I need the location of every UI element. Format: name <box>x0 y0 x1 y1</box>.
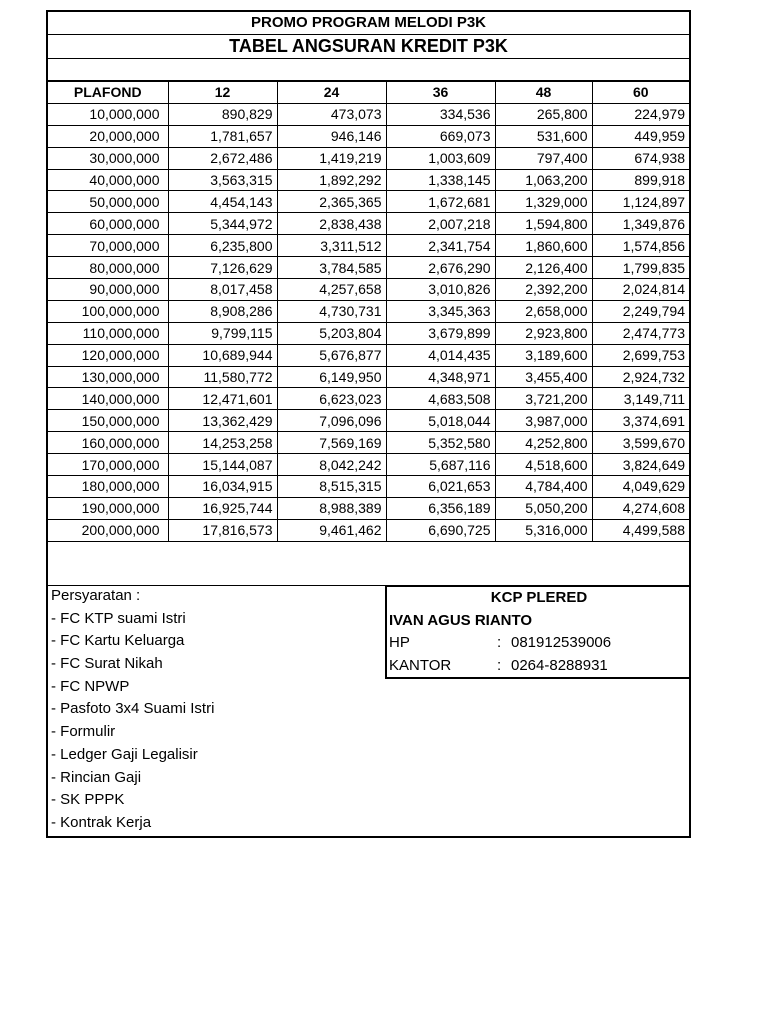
table-row <box>48 235 689 257</box>
plafond-cell: 10,000,000 <box>48 103 168 125</box>
installment-cell: 6,623,023 <box>277 388 386 410</box>
installment-cell: 4,518,600 <box>495 454 592 476</box>
requirement-item: - Rincian Gaji <box>51 768 142 786</box>
installment-cell: 4,499,588 <box>592 519 689 541</box>
installment-cell: 4,454,143 <box>168 191 277 213</box>
installment-cell: 334,536 <box>386 103 495 125</box>
installment-cell: 8,042,242 <box>277 454 386 476</box>
installment-cell: 9,461,462 <box>277 519 386 541</box>
installment-cell: 3,563,315 <box>168 169 277 191</box>
installment-cell: 3,784,585 <box>277 257 386 279</box>
installment-cell: 6,690,725 <box>386 519 495 541</box>
table-row <box>48 103 689 125</box>
requirements-list <box>51 585 214 835</box>
table-row <box>48 454 689 476</box>
installment-cell: 669,073 <box>386 125 495 147</box>
installment-cell: 12,471,601 <box>168 388 277 410</box>
installment-cell: 1,799,835 <box>592 257 689 279</box>
installment-cell: 3,455,400 <box>495 366 592 388</box>
installment-cell: 13,362,429 <box>168 410 277 432</box>
plafond-cell: 150,000,000 <box>48 410 168 432</box>
installment-cell: 2,838,438 <box>277 213 386 235</box>
installment-cell: 2,249,794 <box>592 300 689 322</box>
installment-cell: 2,007,218 <box>386 213 495 235</box>
installment-cell: 1,349,876 <box>592 213 689 235</box>
installment-cell: 1,419,219 <box>277 147 386 169</box>
table-body <box>48 103 689 541</box>
installment-cell: 6,356,189 <box>386 497 495 519</box>
plafond-cell: 120,000,000 <box>48 344 168 366</box>
installment-cell: 5,687,116 <box>386 454 495 476</box>
installment-cell: 2,365,365 <box>277 191 386 213</box>
installment-cell: 1,124,897 <box>592 191 689 213</box>
installment-cell: 674,938 <box>592 147 689 169</box>
installment-cell: 3,010,826 <box>386 279 495 301</box>
installment-cell: 7,096,096 <box>277 410 386 432</box>
installment-cell: 5,203,804 <box>277 322 386 344</box>
installment-cell: 1,781,657 <box>168 125 277 147</box>
installment-cell: 3,987,000 <box>495 410 592 432</box>
plafond-cell: 180,000,000 <box>48 476 168 498</box>
installment-cell: 899,918 <box>592 169 689 191</box>
installment-cell: 14,253,258 <box>168 432 277 454</box>
plafond-cell: 190,000,000 <box>48 497 168 519</box>
column-header-plafond: PLAFOND <box>48 82 168 104</box>
contact-name: IVAN AGUS RIANTO <box>389 611 533 629</box>
installment-cell: 2,676,290 <box>386 257 495 279</box>
installment-cell: 8,908,286 <box>168 300 277 322</box>
installment-cell: 16,034,915 <box>168 476 277 498</box>
installment-cell: 449,959 <box>592 125 689 147</box>
plafond-cell: 70,000,000 <box>48 235 168 257</box>
installment-cell: 7,126,629 <box>168 257 277 279</box>
installment-cell: 4,014,435 <box>386 344 495 366</box>
plafond-cell: 20,000,000 <box>48 125 168 147</box>
table-row <box>48 300 689 322</box>
installment-cell: 2,699,753 <box>592 344 689 366</box>
installment-cell: 3,721,200 <box>495 388 592 410</box>
column-header-tenor-24: 24 <box>277 82 386 104</box>
promo-title: PROMO PROGRAM MELODI P3K <box>48 12 689 35</box>
installment-cell: 7,569,169 <box>277 432 386 454</box>
installment-cell: 2,341,754 <box>386 235 495 257</box>
installment-cell: 6,149,950 <box>277 366 386 388</box>
contact-box <box>385 585 691 679</box>
installment-cell: 3,345,363 <box>386 300 495 322</box>
installment-cell: 1,574,856 <box>592 235 689 257</box>
requirement-item: - Ledger Gaji Legalisir <box>51 745 198 763</box>
installment-cell: 5,018,044 <box>386 410 495 432</box>
installment-cell: 2,658,000 <box>495 300 592 322</box>
column-header-tenor-60: 60 <box>592 82 689 104</box>
installment-cell: 4,683,508 <box>386 388 495 410</box>
installment-cell: 17,816,573 <box>168 519 277 541</box>
installment-cell: 8,017,458 <box>168 279 277 301</box>
installment-cell: 265,800 <box>495 103 592 125</box>
requirement-item: - FC KTP suami Istri <box>51 609 186 627</box>
installment-cell: 15,144,087 <box>168 454 277 476</box>
table-row <box>48 410 689 432</box>
plafond-cell: 50,000,000 <box>48 191 168 213</box>
table-row <box>48 388 689 410</box>
installment-cell: 3,149,711 <box>592 388 689 410</box>
installment-cell: 946,146 <box>277 125 386 147</box>
installment-cell: 3,824,649 <box>592 454 689 476</box>
installment-cell: 1,860,600 <box>495 235 592 257</box>
installment-cell: 4,730,731 <box>277 300 386 322</box>
installment-cell: 1,338,145 <box>386 169 495 191</box>
kantor-row <box>387 655 691 678</box>
installment-cell: 4,274,608 <box>592 497 689 519</box>
installment-cell: 6,021,653 <box>386 476 495 498</box>
plafond-cell: 30,000,000 <box>48 147 168 169</box>
installment-cell: 2,924,732 <box>592 366 689 388</box>
plafond-cell: 80,000,000 <box>48 257 168 279</box>
table-row <box>48 366 689 388</box>
installment-cell: 3,189,600 <box>495 344 592 366</box>
installment-cell: 4,784,400 <box>495 476 592 498</box>
installment-cell: 3,679,899 <box>386 322 495 344</box>
installment-cell: 16,925,744 <box>168 497 277 519</box>
branch-name: KCP PLERED <box>490 589 588 606</box>
requirement-item: - Pasfoto 3x4 Suami Istri <box>51 700 215 718</box>
requirement-item: - Formulir <box>51 723 116 741</box>
table-row <box>48 147 689 169</box>
installment-cell: 10,689,944 <box>168 344 277 366</box>
installment-cell: 1,063,200 <box>495 169 592 191</box>
column-header-tenor-48: 48 <box>495 82 592 104</box>
installment-cell: 890,829 <box>168 103 277 125</box>
hp-label: HP <box>389 634 410 651</box>
installment-cell: 224,979 <box>592 103 689 125</box>
table-row <box>48 322 689 344</box>
table-row <box>48 432 689 454</box>
table-row <box>48 476 689 498</box>
installment-cell: 5,316,000 <box>495 519 592 541</box>
table-row <box>48 213 689 235</box>
installment-cell: 6,235,800 <box>168 235 277 257</box>
installment-cell: 4,252,800 <box>495 432 592 454</box>
plafond-cell: 60,000,000 <box>48 213 168 235</box>
requirement-item: - Kontrak Kerja <box>51 813 152 831</box>
kantor-colon: : <box>497 656 502 674</box>
installment-cell: 3,374,691 <box>592 410 689 432</box>
installment-cell: 1,594,800 <box>495 213 592 235</box>
hp-number: 081912539006 <box>511 634 612 651</box>
installment-cell: 11,580,772 <box>168 366 277 388</box>
installment-cell: 9,799,115 <box>168 322 277 344</box>
plafond-cell: 160,000,000 <box>48 432 168 454</box>
installment-cell: 2,126,400 <box>495 257 592 279</box>
plafond-cell: 170,000,000 <box>48 454 168 476</box>
installment-cell: 1,003,609 <box>386 147 495 169</box>
requirement-item: - FC NPWP <box>51 677 130 695</box>
installment-cell: 3,599,670 <box>592 432 689 454</box>
table-title: TABEL ANGSURAN KREDIT P3K <box>48 34 689 59</box>
requirement-item: - SK PPPK <box>51 791 125 809</box>
installment-cell: 8,988,389 <box>277 497 386 519</box>
installment-cell: 5,352,580 <box>386 432 495 454</box>
installment-cell: 1,329,000 <box>495 191 592 213</box>
installment-cell: 473,073 <box>277 103 386 125</box>
table-row <box>48 191 689 213</box>
plafond-cell: 200,000,000 <box>48 519 168 541</box>
installment-cell: 2,672,486 <box>168 147 277 169</box>
requirement-item: - FC Kartu Keluarga <box>51 632 185 650</box>
hp-colon: : <box>497 634 502 651</box>
spacer-row <box>48 563 689 586</box>
table-row <box>48 519 689 541</box>
requirement-item: - FC Surat Nikah <box>51 655 163 673</box>
requirements-title: Persyaratan : <box>51 587 141 604</box>
installment-cell: 5,344,972 <box>168 213 277 235</box>
kantor-number: 0264-8288931 <box>511 656 608 674</box>
table-row <box>48 279 689 301</box>
installment-cell: 4,257,658 <box>277 279 386 301</box>
table-row <box>48 344 689 366</box>
installment-cell: 3,311,512 <box>277 235 386 257</box>
installment-cell: 8,515,315 <box>277 476 386 498</box>
table-header-row <box>48 82 689 104</box>
installment-cell: 2,474,773 <box>592 322 689 344</box>
installment-table <box>48 81 689 542</box>
installment-cell: 531,600 <box>495 125 592 147</box>
installment-cell: 2,923,800 <box>495 322 592 344</box>
installment-cell: 4,348,971 <box>386 366 495 388</box>
table-row <box>48 497 689 519</box>
installment-cell: 1,892,292 <box>277 169 386 191</box>
installment-cell: 4,049,629 <box>592 476 689 498</box>
hp-row <box>387 632 691 655</box>
installment-cell: 5,050,200 <box>495 497 592 519</box>
installment-cell: 1,672,681 <box>386 191 495 213</box>
column-header-tenor-12: 12 <box>168 82 277 104</box>
kantor-label: KANTOR <box>389 656 452 674</box>
plafond-cell: 90,000,000 <box>48 279 168 301</box>
plafond-cell: 140,000,000 <box>48 388 168 410</box>
plafond-cell: 130,000,000 <box>48 366 168 388</box>
loan-installment-sheet <box>46 10 691 838</box>
column-header-tenor-36: 36 <box>386 82 495 104</box>
plafond-cell: 110,000,000 <box>48 322 168 344</box>
table-row <box>48 257 689 279</box>
installment-cell: 797,400 <box>495 147 592 169</box>
table-row <box>48 169 689 191</box>
installment-cell: 2,392,200 <box>495 279 592 301</box>
plafond-cell: 40,000,000 <box>48 169 168 191</box>
spacer-row <box>48 58 689 81</box>
installment-cell: 5,676,877 <box>277 344 386 366</box>
installment-cell: 2,024,814 <box>592 279 689 301</box>
table-row <box>48 125 689 147</box>
plafond-cell: 100,000,000 <box>48 300 168 322</box>
